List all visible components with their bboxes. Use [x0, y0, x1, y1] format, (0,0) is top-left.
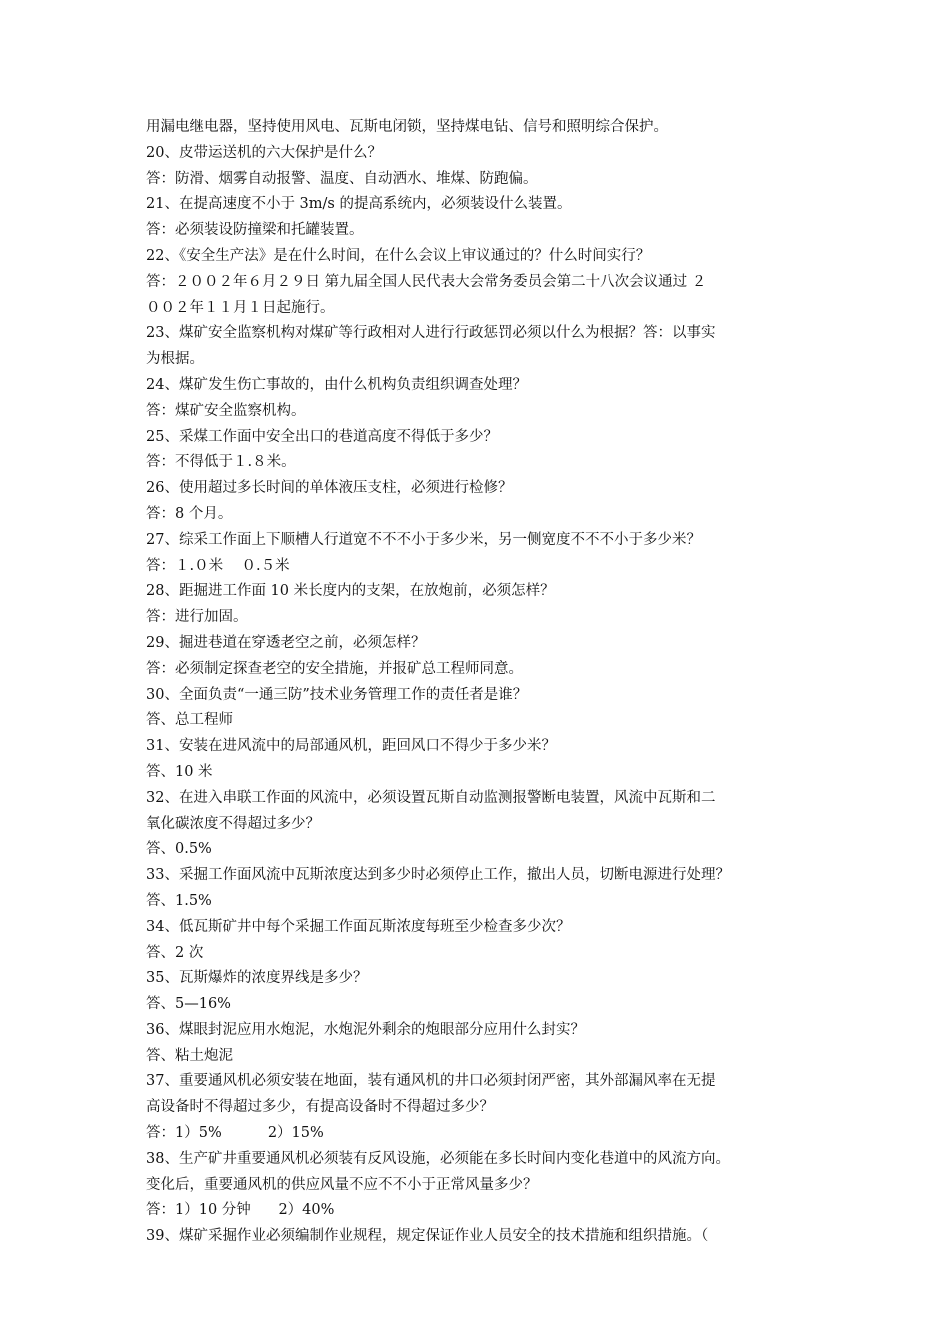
answer-line: 答：２００２年６月２９日 第九届全国人民代表大会常务委员会第二十八次会议通过 ２: [146, 273, 707, 290]
document-body: [146, 115, 816, 1250]
answer-line: 答、1.5%: [146, 892, 212, 909]
question-line: 变化后，重要通风机的供应风量不应不不小于正常风量多少？: [146, 1176, 538, 1193]
answer-line: 答、0.5%: [146, 841, 212, 858]
question-line: 23、煤矿安全监察机构对煤矿等行政相对人进行行政惩罚必须以什么为根据？答：以事实: [146, 325, 716, 342]
question-line: 29、掘进巷道在穿透老空之前，必须怎样？: [146, 634, 426, 651]
answer-line: 答：8 个月。: [146, 505, 233, 522]
question-line: 39、煤矿采掘作业必须编制作业规程，规定保证作业人员安全的技术措施和组织措施。（: [146, 1228, 709, 1245]
answer-line: 答：煤矿安全监察机构。: [146, 402, 306, 419]
question-line: 高设备时不得超过多少，有提高设备时不得超过多少？: [146, 1099, 494, 1116]
answer-line: 答、粘土炮泥: [146, 1047, 233, 1064]
question-line: 31、安装在进风流中的局部通风机，距回风口不得少于多少米？: [146, 738, 556, 755]
answer-line: 答：１.０米 ０.５米: [146, 557, 290, 574]
question-line: 21、在提高速度不小于 3m/s 的提高系统内，必须装设什么装置。: [146, 196, 572, 213]
question-line: 37、重要通风机必须安装在地面，装有通风机的井口必须封闭严密，其外部漏风率在无提: [146, 1073, 716, 1090]
answer-line: 答、5—16%: [146, 996, 231, 1013]
question-line: 22、《安全生产法》是在什么时间，在什么会议上审议通过的？什么时间实行？: [146, 247, 651, 264]
question-line: 38、生产矿井重要通风机必须装有反风设施，必须能在多长时间内变化巷道中的风流方向。: [146, 1150, 730, 1167]
answer-line: 答：不得低于１.８米。: [146, 454, 296, 471]
answer-line: 答：必须制定探查老空的安全措施，并报矿总工程师同意。: [146, 660, 523, 677]
question-line: 35、瓦斯爆炸的浓度界线是多少？: [146, 970, 368, 987]
question-line: 27、综采工作面上下顺槽人行道宽不不不小于多少米，另一侧宽度不不不小于多少米？: [146, 531, 701, 548]
answer-line: 答、2 次: [146, 944, 204, 961]
question-line: 32、在进入串联工作面的风流中，必须设置瓦斯自动监测报警断电装置，风流中瓦斯和二: [146, 789, 716, 806]
answer-line: ００２年１１月１日起施行。: [146, 299, 335, 316]
question-line: 24、煤矿发生伤亡事故的，由什么机构负责组织调查处理？: [146, 376, 527, 393]
question-line: 25、采煤工作面中安全出口的巷道高度不得低于多少？: [146, 428, 498, 445]
answer-line: 答：进行加固。: [146, 609, 248, 626]
answer-line: 答：必须装设防撞梁和托罐装置。: [146, 222, 364, 239]
question-line: 34、低瓦斯矿井中每个采掘工作面瓦斯浓度每班至少检查多少次？: [146, 918, 571, 935]
question-line: 28、距掘进工作面 10 米长度内的支架，在放炮前，必须怎样？: [146, 583, 555, 600]
question-line: 36、煤眼封泥应用水炮泥，水炮泥外剩余的炮眼部分应用什么封实？: [146, 1021, 585, 1038]
answer-line: 为根据。: [146, 351, 204, 368]
answer-line: 答：1）5% 2）15%: [146, 1125, 324, 1142]
answer-line: 答、10 米: [146, 763, 213, 780]
answer-line: 答：防滑、烟雾自动报警、温度、自动洒水、堆煤、防跑偏。: [146, 170, 538, 187]
answer-line: 答：1）10 分钟 2）40%: [146, 1202, 335, 1219]
question-line: 20、皮带运送机的六大保护是什么？: [146, 144, 382, 161]
answer-line: 答、总工程师: [146, 712, 233, 729]
question-line: 26、使用超过多长时间的单体液压支柱，必须进行检修？: [146, 480, 513, 497]
text-line: 用漏电继电器，坚持使用风电、瓦斯电闭锁，坚持煤电钻、信号和照明综合保护。: [146, 119, 668, 135]
question-line: 30、全面负责“一通三防”技术业务管理工作的责任者是谁？: [146, 686, 528, 703]
question-line: 氧化碳浓度不得超过多少？: [146, 815, 320, 832]
question-line: 33、采掘工作面风流中瓦斯浓度达到多少时必须停止工作，撤出人员，切断电源进行处理？: [146, 867, 730, 884]
